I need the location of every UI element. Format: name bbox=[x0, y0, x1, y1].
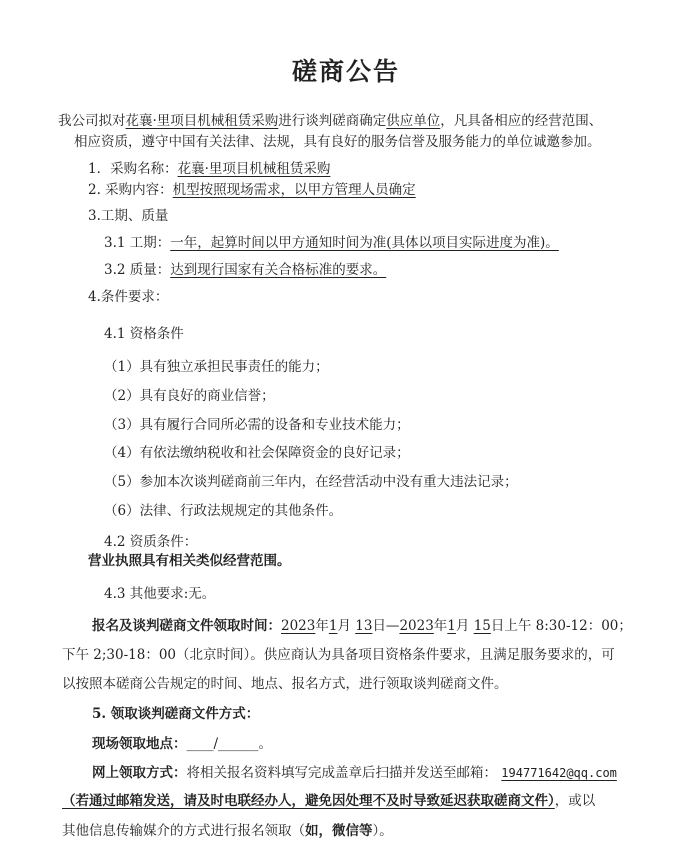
end-year: 2023 bbox=[399, 618, 434, 634]
item-label: 3.2 质量： bbox=[104, 262, 171, 278]
item-4-heading: 4.条件要求： bbox=[88, 289, 169, 305]
condition-6: （6）法律、行政法规规定的其他条件。 bbox=[104, 503, 343, 519]
start-month: 1 bbox=[328, 618, 338, 634]
intro-text: 我公司拟对 bbox=[58, 113, 126, 129]
online-pickup bbox=[92, 764, 617, 782]
text: 年 bbox=[315, 618, 329, 634]
end-day: 15 bbox=[473, 618, 491, 634]
item-2 bbox=[88, 181, 416, 199]
registration-line-2: 下午 2;30-18：00（北京时间）。供应商认为具备项目资格条件要求，且满足服务要求的，可 bbox=[62, 647, 615, 663]
condition-5: （5）参加本次谈判磋商前三年内，在经营活动中没有重大违法记录； bbox=[104, 474, 518, 490]
end-month: 1 bbox=[447, 618, 456, 634]
registration-line-1 bbox=[92, 617, 632, 635]
note-text: （若通过邮箱发送，请及时电联经办人，避免因处理不及时导致延迟获取磋商文件） bbox=[62, 793, 555, 809]
page-title: 磋商公告 bbox=[291, 57, 400, 86]
item-3-heading: 3.工期、质量 bbox=[88, 208, 169, 224]
registration-line-3: 以按照本磋商公告规定的时间、地点、报名方式，进行领取谈判磋商文件。 bbox=[62, 676, 508, 692]
online-label: 网上领取方式： bbox=[92, 765, 187, 781]
condition-2: （2）具有良好的商业信誉； bbox=[104, 388, 275, 404]
item-3-2 bbox=[104, 261, 386, 279]
item-3-1 bbox=[104, 234, 559, 252]
other-methods bbox=[62, 822, 393, 840]
email-note bbox=[62, 792, 595, 810]
text: 日上午 8:30-12：00； bbox=[490, 618, 632, 634]
text: ）。 bbox=[372, 823, 393, 839]
text: 年 bbox=[433, 618, 448, 634]
wechat-example: 如，微信等 bbox=[305, 823, 373, 839]
item-value: 一年，起算时间以甲方通知时间为准(具体以项目实际进度为准)。 bbox=[170, 235, 559, 251]
item-4-2-value: 营业执照具有相关类似经营范围。 bbox=[88, 553, 291, 569]
project-name: 花襄·里项目机械租赁采购 bbox=[125, 113, 279, 129]
item-label: 3.1 工期： bbox=[104, 235, 171, 251]
onsite-value: ____/______。 bbox=[186, 736, 273, 752]
intro-text: 进行谈判磋商确定 bbox=[278, 113, 387, 129]
registration-label: 报名及谈判磋商文件领取时间： bbox=[92, 618, 281, 634]
item-1 bbox=[88, 160, 330, 178]
text: 月 bbox=[455, 618, 470, 634]
onsite-label: 现场领取地点： bbox=[92, 736, 187, 752]
start-day: 13 bbox=[355, 618, 373, 634]
item-4-1: 4.1 资格条件 bbox=[104, 326, 184, 342]
email-address[interactable]: 194771642@qq.com bbox=[501, 766, 617, 780]
text: 月 bbox=[337, 618, 351, 634]
start-year: 2023 bbox=[281, 618, 316, 634]
condition-3: （3）具有履行合同所必需的设备和专业技术能力； bbox=[104, 417, 410, 433]
supply-unit: 供应单位 bbox=[386, 113, 441, 129]
note-tail: ，或以 bbox=[554, 793, 596, 809]
item-4-3: 4.3 其他要求:无。 bbox=[104, 586, 216, 602]
onsite-pickup bbox=[92, 735, 272, 753]
condition-1: （1）具有独立承担民事责任的能力； bbox=[104, 359, 329, 375]
item-label: 1．采购名称： bbox=[88, 161, 178, 177]
item-value: 机型按照现场需求，以甲方管理人员确定 bbox=[172, 182, 416, 198]
item-value: 达到现行国家有关合格标准的要求。 bbox=[170, 262, 387, 278]
item-label: 2. 采购内容： bbox=[88, 182, 173, 198]
text: 其他信息传输媒介的方式进行报名领取（ bbox=[62, 823, 305, 839]
text: 日— bbox=[372, 618, 400, 634]
item-value: 花襄·里项目机械租赁采购 bbox=[177, 161, 331, 177]
intro-line-2: 相应资质，遵守中国有关法律、法规，具有良好的服务信誉及服务能力的单位诚邀参加。 bbox=[74, 134, 601, 150]
item-4-2: 4.2 资质条件： bbox=[104, 534, 198, 550]
intro-line-1 bbox=[58, 112, 602, 130]
intro-text: ，凡具备相应的经营范围、 bbox=[440, 113, 603, 129]
condition-4: （4）有依法缴纳税收和社会保障资金的良好记录； bbox=[104, 445, 410, 461]
online-text: 将相关报名资料填写完成盖章后扫描并发送至邮箱： bbox=[186, 765, 497, 781]
item-5-heading: 5. 领取谈判磋商文件方式： bbox=[92, 706, 260, 722]
